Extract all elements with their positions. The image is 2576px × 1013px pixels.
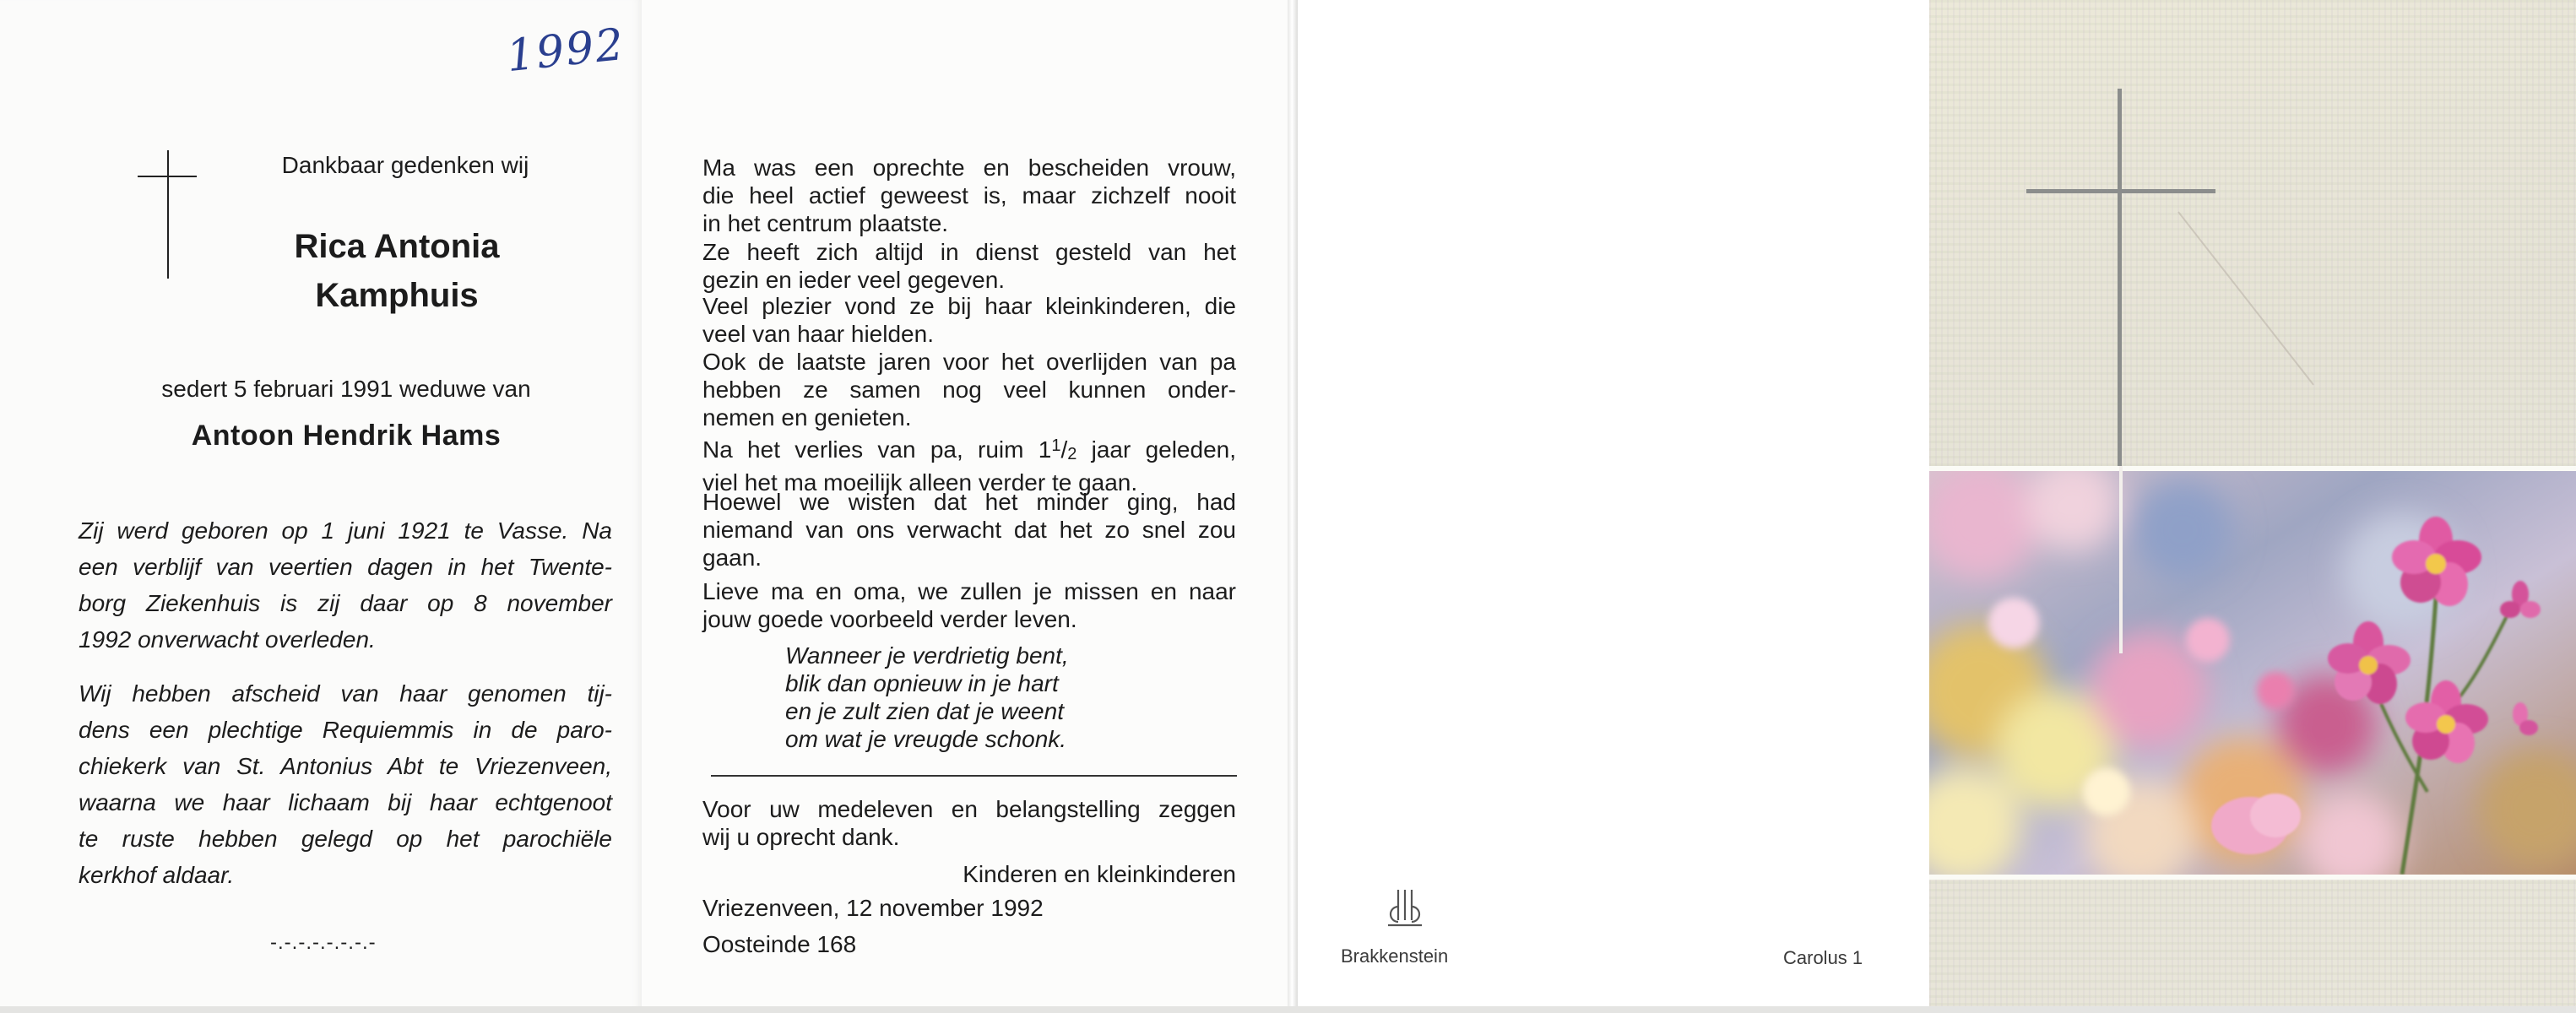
text-line: te ruste hebben gelegd op het parochiële xyxy=(79,826,612,852)
poem-line: en je zult zien dat je weent xyxy=(785,698,1064,724)
publisher-name: Brakkenstein xyxy=(1341,945,1449,967)
text-line: Hoewel we wisten dat het minder ging, had xyxy=(702,489,1236,515)
cross-arm xyxy=(2026,189,2215,193)
intro-text: Dankbaar gedenken wij xyxy=(281,152,529,178)
text-line: Zij werd geboren op 1 juni 1921 te Vasse. Na xyxy=(79,517,612,544)
text-fragment: Na het verlies van pa, ruim 1 xyxy=(702,436,1052,463)
loss-paragraph xyxy=(702,432,1236,496)
poem xyxy=(785,642,1207,753)
text-line: die heel actief geweest is, maar zichzelf nooit xyxy=(702,182,1236,209)
text-line: chiekerk van St. Antonius Abt te Vriezenveen, xyxy=(79,753,612,779)
text-line: viel het ma moeilijk alleen verder te gaan. xyxy=(702,469,1138,496)
farewell-paragraph xyxy=(79,675,612,893)
later-years-paragraph xyxy=(702,348,1236,431)
divider-dots: -.-.-.-.-.-.-.- xyxy=(270,931,377,954)
poem-line: om wat je vreugde schonk. xyxy=(785,726,1067,752)
thanks-paragraph xyxy=(702,795,1236,851)
card-fold xyxy=(1288,0,1298,1013)
text-line: Ze heeft zich altijd in dienst gesteld van het xyxy=(702,239,1236,265)
horizontal-rule xyxy=(711,775,1237,777)
cross-lower-arm xyxy=(2119,466,2123,653)
brakkenstein-logo-icon xyxy=(1381,886,1429,934)
text-line: borg Ziekenhuis is zij daar op 8 november xyxy=(79,590,612,616)
poem-line: blik dan opnieuw in je hart xyxy=(785,670,1059,696)
deceased-surname: Kamphuis xyxy=(315,277,479,314)
farewell-wish-paragraph xyxy=(702,577,1236,633)
text-line: een verblijf van veertien dagen in het Twente- xyxy=(79,554,612,580)
signoff: Kinderen en kleinkinderen xyxy=(963,861,1236,887)
text-line: hebben ze samen nog veel kunnen onder- xyxy=(702,376,1236,403)
fraction-denominator: 2 xyxy=(1067,445,1077,463)
pink-flowers-photo xyxy=(1929,466,2576,880)
text-line: waarna we haar lichaam bij haar echtgenoot xyxy=(79,789,612,815)
handwritten-year: 1992 xyxy=(504,19,628,83)
text-line: nemen en genieten. xyxy=(702,404,912,431)
text-line: Wij hebben afscheid van haar genomen tij- xyxy=(79,680,612,707)
text-line: Ma was een oprechte en bescheiden vrouw, xyxy=(702,154,1236,181)
text-line: Voor uw medeleven en belangstelling zeggen xyxy=(702,796,1236,822)
card-bottom-edge xyxy=(0,1006,2576,1013)
card-panel-back xyxy=(1298,0,1929,1013)
address: Oosteinde 168 xyxy=(702,931,857,957)
text-line: veel van haar hielden. xyxy=(702,321,934,347)
illness-paragraph xyxy=(702,488,1236,572)
text-line: dens een plechtige Requiemmis in de paro- xyxy=(79,717,612,743)
series-label: Carolus 1 xyxy=(1783,947,1863,968)
text-line: Na het verlies van pa, ruim $1^1/2$ jaar geleden, xyxy=(702,436,1236,463)
husband-name: Antoon Hendrik Hams xyxy=(191,420,502,452)
cross-icon xyxy=(138,150,197,279)
poem-line: Wanneer je verdrietig bent, xyxy=(785,642,1069,669)
birth-death-paragraph xyxy=(79,512,612,658)
text-line: Ook de laatste jaren voor het overlijden van pa xyxy=(702,349,1236,375)
character-paragraph xyxy=(702,154,1236,237)
grandchildren-paragraph xyxy=(702,292,1236,348)
text-line: jouw goede voorbeeld verder leven. xyxy=(702,606,1077,632)
text-fragment: jaar geleden, xyxy=(1076,436,1236,463)
text-line: Lieve ma en oma, we zullen je missen en naar xyxy=(702,578,1236,604)
deceased-first-names: Rica Antonia xyxy=(294,228,500,265)
fraction-numerator: 1 xyxy=(1051,436,1061,455)
place-date: Vriezenveen, 12 november 1992 xyxy=(702,895,1044,921)
text-line: gezin en ieder veel gegeven. xyxy=(702,267,1006,293)
flower-image xyxy=(1929,471,2576,875)
family-paragraph xyxy=(702,238,1236,294)
text-line: Veel plezier vond ze bij haar kleinkinderen, die xyxy=(702,293,1236,319)
widow-line: sedert 5 februari 1991 weduwe van xyxy=(161,376,531,402)
text-line: wij u oprecht dank. xyxy=(702,824,900,850)
text-line: gaan. xyxy=(702,544,762,571)
text-line: kerkhof aldaar. xyxy=(79,862,235,888)
text-line: in het centrum plaatste. xyxy=(702,210,949,236)
text-line: niemand van ons verwacht dat het zo snel zou xyxy=(702,517,1236,543)
text-line: 1992 onverwacht overleden. xyxy=(79,626,376,653)
cross-icon xyxy=(2118,89,2122,466)
